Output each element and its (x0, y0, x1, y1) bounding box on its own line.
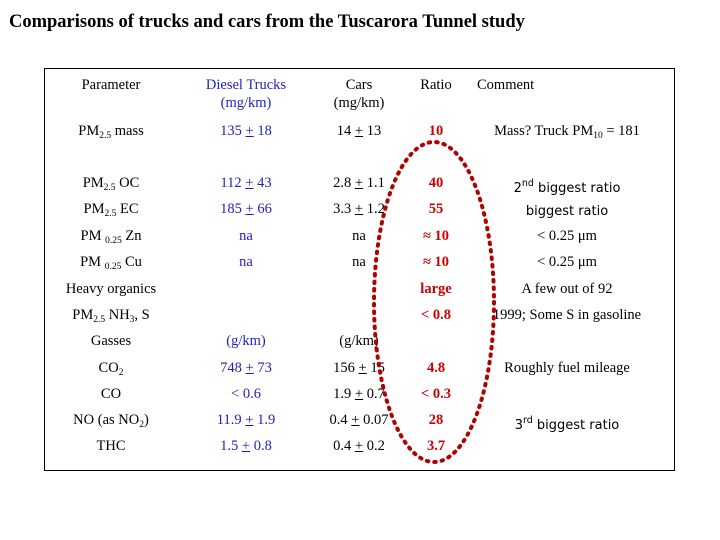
ratio-highlight-ellipse (374, 142, 494, 462)
ratio-pm25-oc: 40 (428, 175, 444, 191)
comment-pm25-ec: biggest ratio (525, 204, 609, 219)
ratio-pm25-ec: 55 (428, 201, 444, 217)
trucks-co: < 0.6 (231, 386, 261, 402)
ratio-thc: 3.7 (426, 438, 446, 454)
ratio-heavy-organics: large (420, 281, 452, 297)
param-no: NO (as $NO_2$) (73, 412, 149, 430)
comment-co2: Roughly fuel mileage (504, 360, 630, 376)
comment-pm025-cu: < 0.25 μm (537, 254, 597, 270)
param-thc: THC (96, 438, 126, 454)
trucks-pm025-cu: na (239, 254, 253, 270)
cars-pm025-cu: na (352, 254, 366, 270)
comment-no: 3rd biggest ratio (514, 415, 620, 433)
cars-pm25-oc: 2.8 + 1.1 (333, 175, 385, 191)
header-comment: Comment (477, 77, 535, 93)
comment-pm25-mass: Mass? Truck $PM_{10} = 181$ (494, 123, 640, 141)
param-gasses: Gasses (90, 333, 132, 349)
ratio-pm025-cu: ≈ 10 (422, 254, 450, 270)
trucks-thc: 1.5 + 0.8 (220, 438, 272, 454)
cars-gasses-units: (g/km) (339, 333, 379, 349)
header-diesel: Diesel Trucks (205, 77, 287, 93)
trucks-pm025-zn: na (239, 228, 253, 244)
comment-pm25-oc: 2nd biggest ratio (513, 178, 621, 196)
ratio-no: 28 (428, 412, 444, 428)
param-co2: $CO_2$ (98, 360, 124, 378)
param-pm25-ec: $PM_{2.5}$ EC (83, 201, 139, 219)
param-pm025-cu: PM $_{0.25}$ Cu (80, 254, 142, 272)
ratio-nh3-s: < 0.8 (420, 307, 452, 323)
param-pm25-mass: $PM_{2.5}$ mass (78, 123, 144, 141)
cars-pm025-zn: na (352, 228, 366, 244)
trucks-pm25-oc: 112 + 43 (220, 175, 272, 191)
page-title: Comparisons of trucks and cars from the Tuscarora Tunnel study (9, 12, 525, 32)
header-cars: Cars (345, 77, 373, 93)
param-pm025-zn: PM $_{0.25}$ Zn (80, 228, 142, 246)
cars-co2: 156 + 15 (333, 360, 385, 376)
trucks-pm25-ec: 185 + 66 (220, 201, 272, 217)
trucks-no: 11.9 + 1.9 (216, 412, 276, 428)
trucks-pm25-mass: 135 + 18 (220, 123, 272, 139)
header-parameter: Parameter (81, 77, 141, 93)
param-pm25-oc: $PM_{2.5}$ OC (82, 175, 140, 193)
param-co: CO (100, 386, 122, 402)
cars-thc: 0.4 + 0.2 (333, 438, 385, 454)
cars-pm25-mass: 14 + 13 (336, 123, 382, 139)
cars-co: 1.9 + 0.7 (333, 386, 385, 402)
comment-nh3-s: 1999; Some S in gasoline (492, 307, 642, 323)
trucks-co2: 748 + 73 (220, 360, 272, 376)
trucks-gasses-units: (g/km) (226, 333, 266, 349)
comment-heavy-organics: A few out of 92 (521, 281, 613, 297)
header-diesel-units: (mg/km) (220, 95, 272, 111)
ratio-pm25-mass: 10 (428, 123, 444, 139)
param-heavy-organics: Heavy organics (65, 281, 157, 297)
param-nh3-s: $PM_{2.5}$ $NH_3$, S (72, 307, 150, 325)
ratio-co2: 4.8 (426, 360, 446, 376)
ratio-pm025-zn: ≈ 10 (422, 228, 450, 244)
cars-no: 0.4 + 0.07 (329, 412, 389, 428)
header-ratio: Ratio (420, 77, 452, 93)
cars-pm25-ec: 3.3 + 1.2 (333, 201, 385, 217)
comment-pm025-zn: < 0.25 μm (537, 228, 597, 244)
header-cars-units: (mg/km) (333, 95, 385, 111)
ratio-co: < 0.3 (420, 386, 452, 402)
